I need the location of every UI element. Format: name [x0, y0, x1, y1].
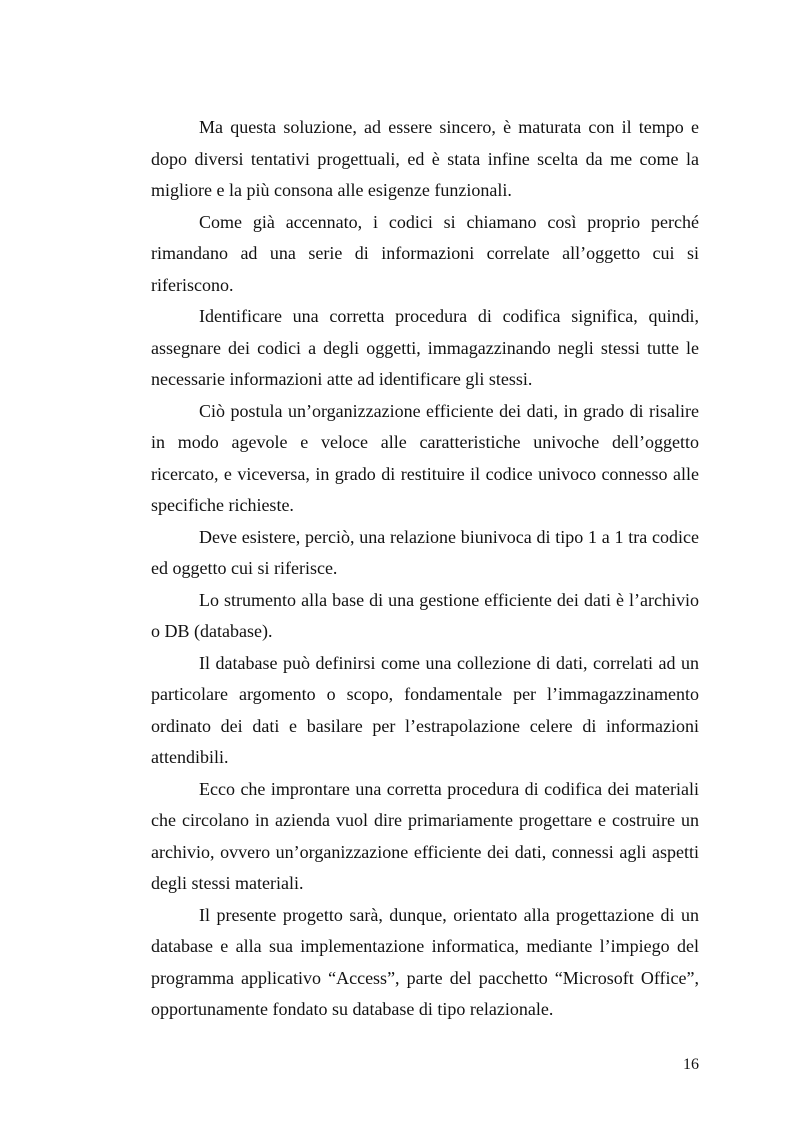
paragraph: Come già accennato, i codici si chiamano così proprio perché rimandano ad una serie di informazioni correlate all’oggetto cui si riferiscono. — [151, 211, 699, 295]
body-text — [151, 112, 699, 1026]
paragraph: Ciò postula un’organizzazione efficiente dei dati, in grado di risalire in modo agevole e veloce alle caratteristiche univoche dell’oggetto ricercato, e viceversa, in grado di restituire il codice univoco connesso alle specifiche richieste. — [151, 400, 699, 515]
paragraph: Ma questa soluzione, ad essere sincero, è maturata con il tempo e dopo diversi tentativi progettuali, ed è stata infine scelta da me come la migliore e la più consona alle esigenze funzionali. — [151, 117, 699, 200]
paragraph: Deve esistere, perciò, una relazione biunivoca di tipo 1 a 1 tra codice ed oggetto cui si riferisce. — [151, 526, 699, 578]
paragraph: Il database può definirsi come una collezione di dati, correlati ad un particolare argomento o scopo, fondamentale per l’immagazzinamento ordinato dei dati e basilare per l’estrapolazione celere di informazioni attendibili. — [151, 652, 699, 767]
paragraph: Ecco che improntare una corretta procedura di codifica dei materiali che circolano in azienda vuol dire primariamente progettare e costruire un archivio, ovvero un’organizzazione efficiente dei dati, connessi agli aspetti degli stessi materiali. — [151, 778, 699, 893]
page-number: 16 — [683, 1056, 699, 1073]
paragraph: Identificare una corretta procedura di codifica significa, quindi, assegnare dei codici a degli oggetti, immagazzinando negli stessi tutte le necessarie informazioni atte ad identificare gli stessi. — [151, 306, 699, 389]
paragraph: Lo strumento alla base di una gestione efficiente dei dati è l’archivio o DB (database). — [151, 589, 699, 641]
paragraph: Il presente progetto sarà, dunque, orientato alla progettazione di un database e alla sua implementazione informatica, mediante l’impiego del programma applicativo “Access”, parte del pacchetto “Microsoft Office”, opportunamente fondato su database di tipo relazionale. — [151, 904, 699, 1019]
